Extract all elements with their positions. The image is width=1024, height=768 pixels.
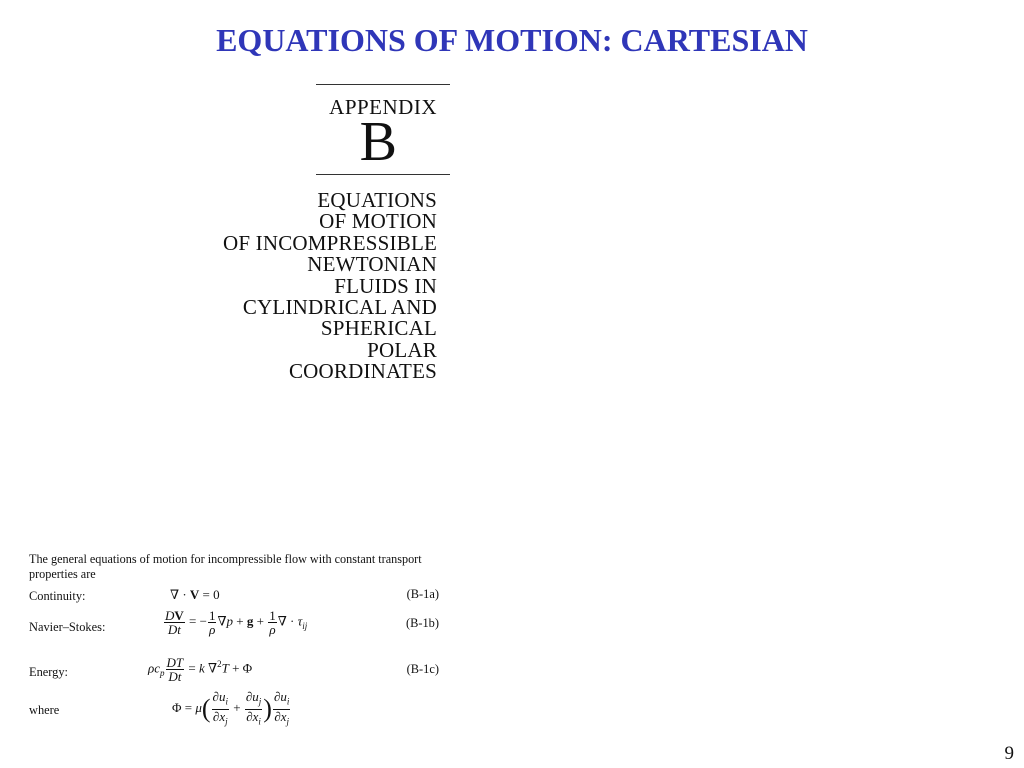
appendix-title-line: FLUIDS IN bbox=[334, 273, 437, 298]
appendix-letter: B bbox=[359, 111, 397, 173]
navier-stokes-equation: $\frac{DV}{Dt}$ = − $\frac{1}{\rho}$ ∇p + g + $\frac{1}{\rho}$ ∇ · $\tau_{ij}$ bbox=[165, 608, 308, 637]
appendix-title-line: CYLINDRICAL AND bbox=[242, 295, 437, 320]
navier-stokes-label: Navier–Stokes: bbox=[29, 620, 106, 634]
continuity-equation: ∇ · V = 0 bbox=[170, 587, 220, 602]
appendix-title-line: OF INCOMPRESSIBLE bbox=[222, 230, 437, 255]
slide-title: EQUATIONS OF MOTION: CARTESIAN bbox=[216, 22, 808, 58]
appendix-title-line: SPHERICAL bbox=[320, 316, 437, 341]
energy-equation: $\rho c_p$ $\frac{DT}{Dt}$ = k ∇$^2$T + Φ bbox=[148, 655, 253, 684]
bottom-rule bbox=[316, 174, 450, 175]
dissipation-label: where bbox=[29, 703, 60, 717]
appendix-title-line: OF MOTION bbox=[319, 209, 437, 234]
energy-label: Energy: bbox=[29, 665, 68, 679]
navier-stokes-tag: (B-1b) bbox=[405, 616, 439, 630]
appendix-label: APPENDIX bbox=[329, 95, 437, 119]
appendix-title-line: COORDINATES bbox=[288, 359, 437, 384]
dissipation-equation: Φ = μ( $\frac{\partial u_i}{\partial x_j}$ + $\frac{\partial u_j}{\partial x_i}$ ) $\frac{\partial u_i}{\partial x_j}$ bbox=[172, 689, 290, 727]
equations-intro: The general equations of motion for incompressible flow with constant transport properties are bbox=[29, 552, 422, 581]
appendix-title-line: POLAR bbox=[367, 337, 437, 362]
page-number: 9 bbox=[1004, 743, 1014, 764]
energy-tag: (B-1c) bbox=[406, 662, 439, 676]
appendix-title-line: EQUATIONS bbox=[317, 188, 437, 212]
continuity-tag: (B-1a) bbox=[406, 587, 439, 601]
appendix-title bbox=[180, 190, 437, 383]
continuity-label: Continuity: bbox=[29, 589, 86, 603]
appendix-title-line: NEWTONIAN bbox=[307, 252, 437, 277]
top-rule bbox=[316, 84, 450, 85]
